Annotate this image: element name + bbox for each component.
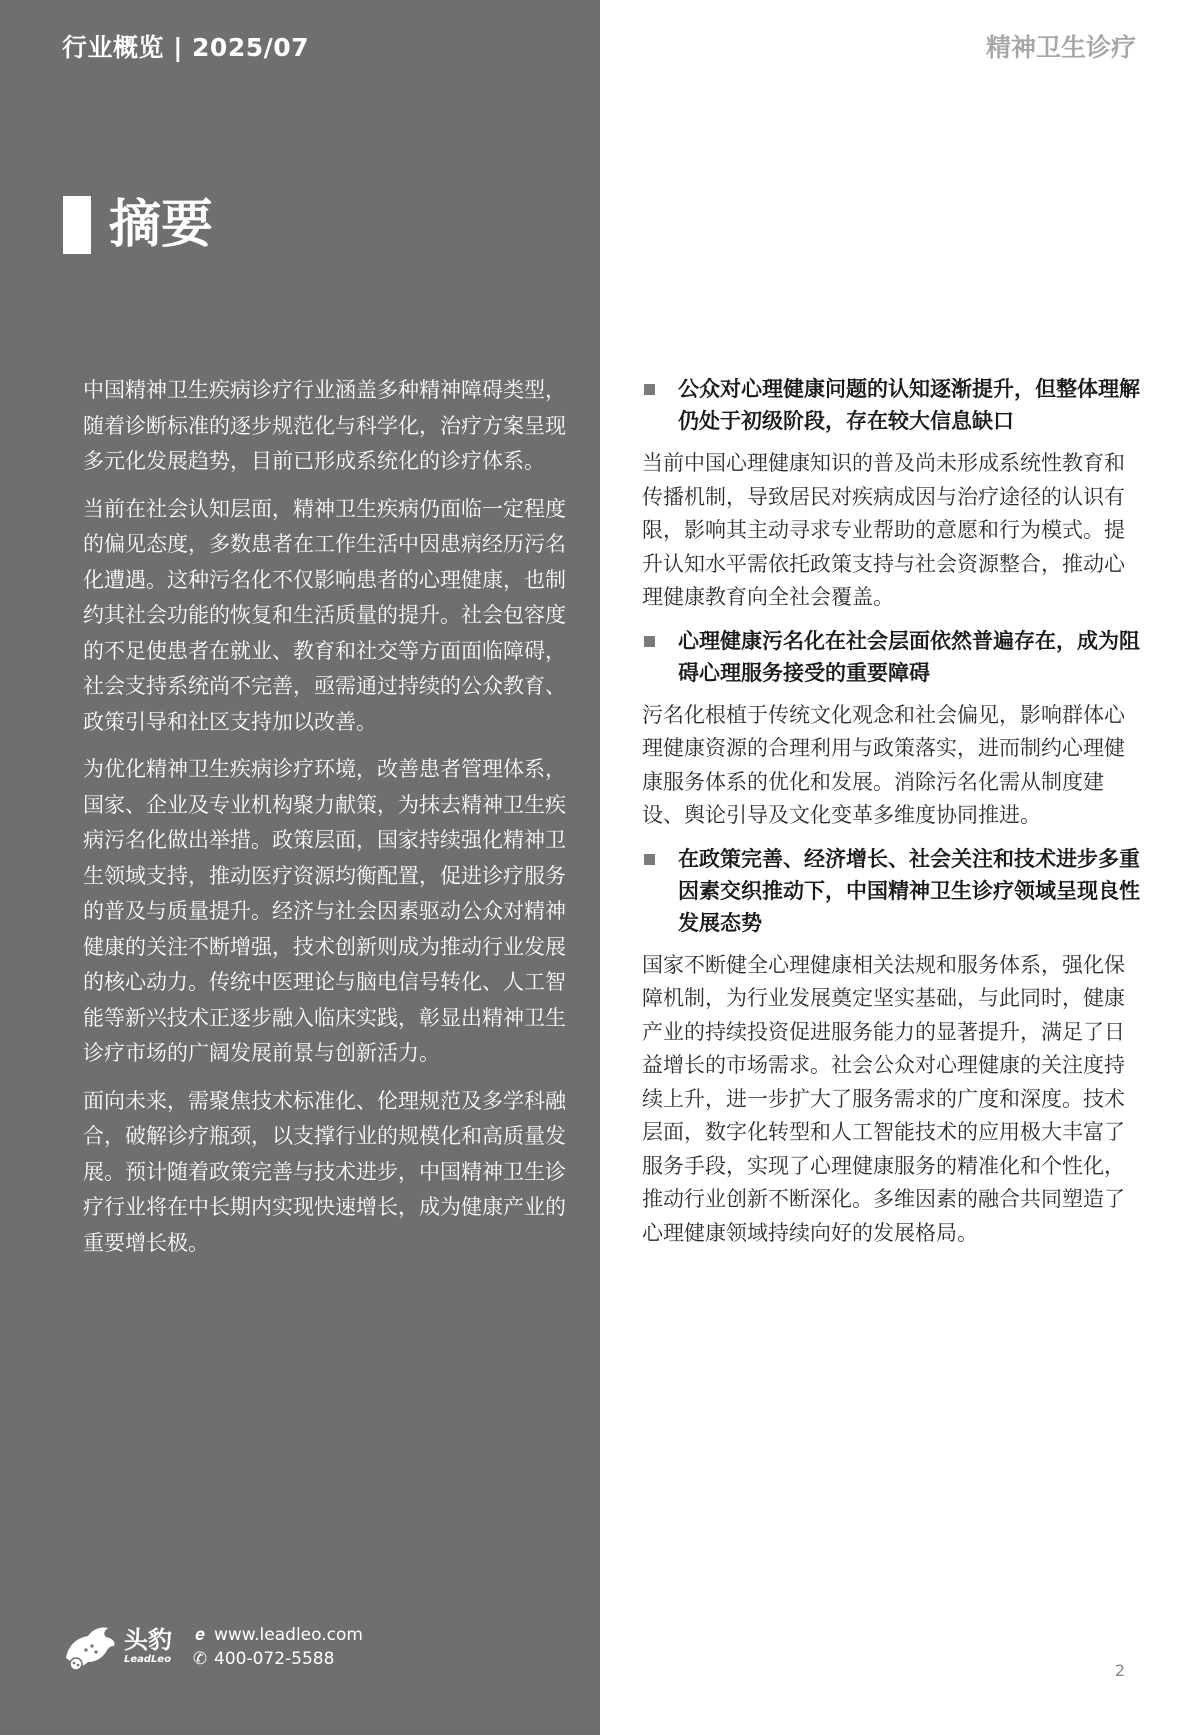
- footer: [62, 1622, 363, 1672]
- abstract-paragraph: 为优化精神卫生疾病诊疗环境，改善患者管理体系，国家、企业及专业机构聚力献策，为抹去精神卫生疾病污名化做出举措。政策层面，国家持续强化精神卫生领域支持，推动医疗资源均衡配置，促进诊疗服务的普及与质量提升。经济与社会因素驱动公众对精神健康的关注不断增强，技术创新则成为推动行业发展的核心动力。传统中医理论与脑电信号转化、人工智能等新兴技术正逐步融入临床实践，彰显出精神卫生诊疗市场的广阔发展前景与创新活力。: [83, 757, 566, 1065]
- finding-heading: [642, 843, 1142, 939]
- phone-row: [190, 1647, 363, 1671]
- abstract-body: [83, 373, 583, 1273]
- website-row: [190, 1623, 363, 1647]
- key-findings: [642, 373, 1142, 1260]
- brand-name-cn: 头豹: [124, 1626, 172, 1654]
- section-title-text: 摘要: [109, 195, 214, 255]
- web-icon: 𝒆: [195, 1625, 205, 1645]
- finding-heading-text: 在政策完善、经济增长、社会关注和技术进步多重因素交织推动下，中国精神卫生诊疗领域呈现良性发展态势: [678, 846, 1140, 935]
- finding-heading-text: 公众对心理健康问题的认知逐渐提升，但整体理解仍处于初级阶段，存在较大信息缺口: [678, 377, 1140, 433]
- finding-item: [642, 373, 1142, 615]
- finding-heading: [642, 373, 1142, 437]
- finding-item: [642, 625, 1142, 833]
- phone-icon: ✆: [192, 1649, 208, 1669]
- square-bullet-icon: [644, 854, 655, 865]
- contact-info: [190, 1623, 363, 1671]
- finding-text: 当前中国心理健康知识的普及尚未形成系统性教育和传播机制，导致居民对疾病成因与治疗途径的认识有限，影响其主动寻求专业帮助的意愿和行为模式。提升认知水平需依托政策支持与社会资源整合，推动心理健康教育向全社会覆盖。: [642, 451, 1125, 609]
- brand: [124, 1627, 172, 1667]
- page-number: 2: [1114, 1661, 1125, 1680]
- finding-heading: [642, 625, 1142, 689]
- finding-item: [642, 843, 1142, 1251]
- square-bullet-icon: [644, 636, 655, 647]
- brand-name-en: LeadLeo: [124, 1654, 172, 1665]
- report-topic: 精神卫生诊疗: [985, 33, 1136, 62]
- title-marker-bar: [63, 196, 91, 254]
- finding-text: 国家不断健全心理健康相关法规和服务体系，强化保障机制，为行业发展奠定坚实基础，与此同时，健康产业的持续投资促进服务能力的显著提升，满足了日益增长的市场需求。社会公众对心理健康的关注度持续上升，进一步扩大了服务需求的广度和深度。技术层面，数字化转型和人工智能技术的应用极大丰富了服务手段，实现了心理健康服务的精准化和个性化，推动行业创新不断深化。多维因素的融合共同塑造了心理健康领域持续向好的发展格局。: [642, 952, 1125, 1245]
- phone-number: 400-072-5588: [214, 1649, 335, 1669]
- abstract-paragraph: 当前在社会认知层面，精神卫生疾病仍面临一定程度的偏见态度，多数患者在工作生活中因患病经历污名化遭遇。这种污名化不仅影响患者的心理健康，也制约其社会功能的恢复和生活质量的提升。社会包容度的不足使患者在就业、教育和社交等方面面临障碍，社会支持系统尚不完善，亟需通过持续的公众教育、政策引导和社区支持加以改善。: [83, 496, 566, 734]
- square-bullet-icon: [644, 384, 655, 395]
- report-type-date: 行业概览 | 2025/07: [62, 33, 310, 62]
- finding-text: 污名化根植于传统文化观念和社会偏见，影响群体心理健康资源的合理利用与政策落实，进而制约心理健康服务体系的优化和发展。消除污名化需从制度建设、舆论引导及文化变革多维度协同推进。: [642, 702, 1125, 827]
- finding-heading-text: 心理健康污名化在社会层面依然普遍存在，成为阻碍心理服务接受的重要障碍: [678, 628, 1140, 685]
- leopard-logo-icon: [62, 1622, 118, 1672]
- section-title: [63, 196, 213, 254]
- website-link[interactable]: www.leadleo.com: [214, 1625, 363, 1645]
- abstract-paragraph: 中国精神卫生疾病诊疗行业涵盖多种精神障碍类型，随着诊断标准的逐步规范化与科学化，治疗方案呈现多元化发展趋势，目前已形成系统化的诊疗体系。: [83, 378, 566, 473]
- abstract-paragraph: 面向未来，需聚焦技术标准化、伦理规范及多学科融合，破解诊疗瓶颈，以支撑行业的规模化和高质量发展。预计随着政策完善与技术进步，中国精神卫生诊疗行业将在中长期内实现快速增长，成为健康产业的重要增长极。: [83, 1088, 566, 1255]
